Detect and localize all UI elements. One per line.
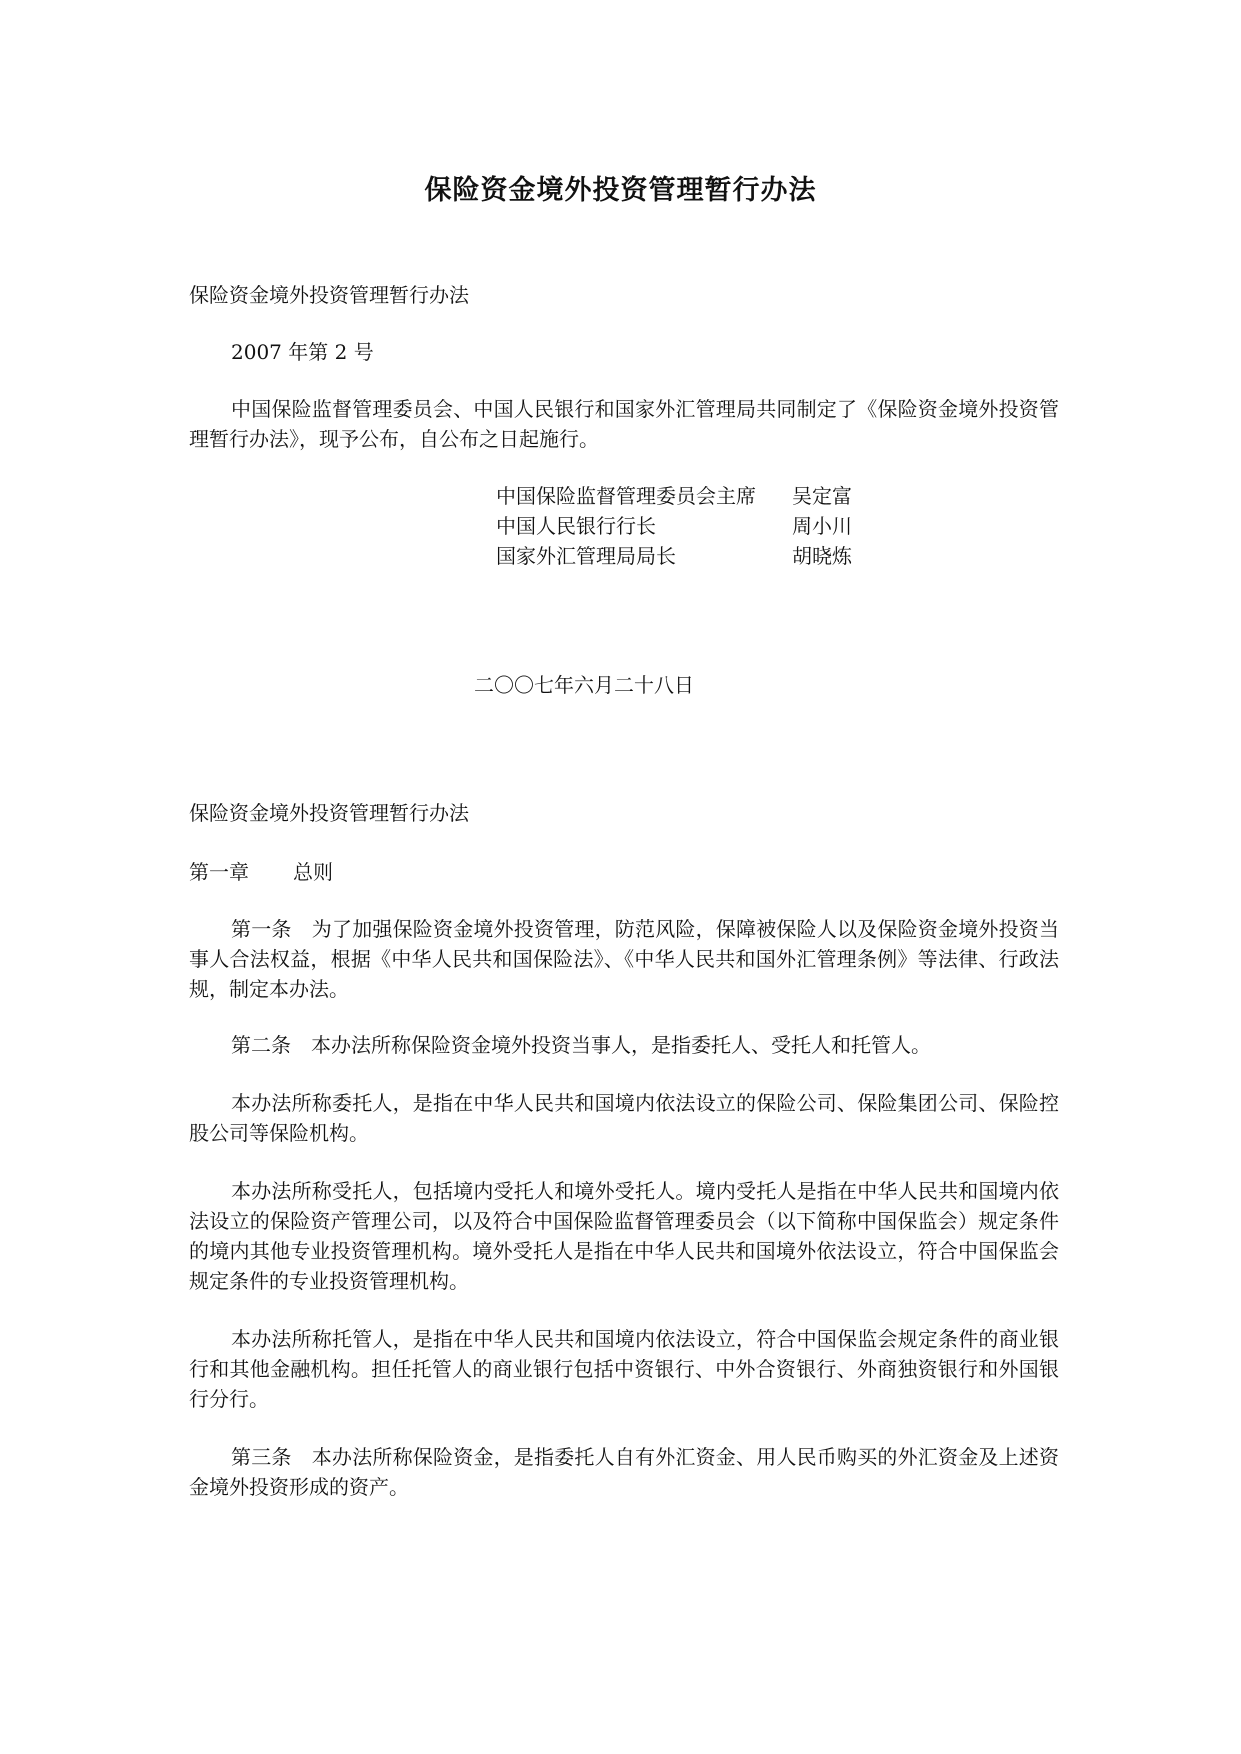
document-title: 保险资金境外投资管理暂行办法 bbox=[424, 175, 817, 206]
signatory-name: 胡晓炼 bbox=[792, 544, 852, 568]
article-paragraph: 本办法所称受托人，包括境内受托人和境外受托人。境内受托人是指在中华人民共和国境内依法设立的保险资产管理公司，以及符合中国保险监督管理委员会（以下简称中国保监会）规定条件的境内其他专业投资管理机构。境外受托人是指在中华人民共和国境外依法设立，符合中国保监会规定条件的专业投资管理机构。 bbox=[189, 1179, 1059, 1293]
article-paragraph: 第一条 为了加强保险资金境外投资管理，防范风险，保障被保险人以及保险资金境外投资当事人合法权益，根据《中华人民共和国保险法》、《中华人民共和国外汇管理条例》等法律、行政法规，制定本办法。 bbox=[189, 917, 1059, 1001]
signatory-title: 中国人民银行行长 bbox=[496, 514, 656, 538]
signatory-name: 周小川 bbox=[792, 514, 852, 538]
signatory-row bbox=[496, 511, 916, 541]
signatory-title: 中国保险监督管理委员会主席 bbox=[496, 484, 756, 508]
decree-number: 2007 年第 2 号 bbox=[231, 340, 374, 364]
body-title: 保险资金境外投资管理暂行办法 bbox=[189, 801, 469, 825]
chapter-heading bbox=[189, 857, 1059, 887]
signatory-row bbox=[496, 541, 916, 571]
article-paragraph: 第三条 本办法所称保险资金，是指委托人自有外汇资金、用人民币购买的外汇资金及上述资金境外投资形成的资产。 bbox=[189, 1445, 1059, 1499]
chapter-number: 第一章 bbox=[189, 860, 249, 884]
chapter-name: 总则 bbox=[293, 860, 333, 884]
signatory-title: 国家外汇管理局局长 bbox=[496, 544, 676, 568]
article-paragraph: 本办法所称委托人，是指在中华人民共和国境内依法设立的保险公司、保险集团公司、保险控股公司等保险机构。 bbox=[189, 1091, 1059, 1145]
announcement-paragraph: 中国保险监督管理委员会、中国人民银行和国家外汇管理局共同制定了《保险资金境外投资管理暂行办法》，现予公布，自公布之日起施行。 bbox=[189, 397, 1059, 451]
header-repeat-title: 保险资金境外投资管理暂行办法 bbox=[189, 283, 469, 307]
article-paragraph: 第二条 本办法所称保险资金境外投资当事人，是指委托人、受托人和托管人。 bbox=[231, 1033, 931, 1057]
article-paragraph: 本办法所称托管人，是指在中华人民共和国境内依法设立，符合中国保监会规定条件的商业银行和其他金融机构。担任托管人的商业银行包括中资银行、中外合资银行、外商独资银行和外国银行分行。 bbox=[189, 1327, 1059, 1411]
signatory-row bbox=[496, 481, 916, 511]
signatory-name: 吴定富 bbox=[792, 484, 852, 508]
issue-date: 二〇〇七年六月二十八日 bbox=[474, 673, 694, 697]
